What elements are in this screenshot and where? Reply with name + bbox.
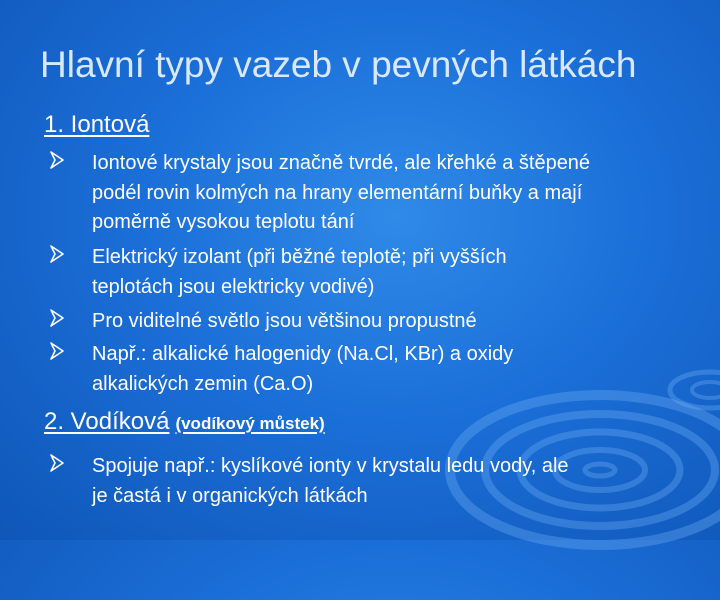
list-item-line: podél rovin kolmých na hrany elementární buňky a mají — [92, 181, 583, 204]
list-item-line: Např.: alkalické halogenidy (Na.Cl, KBr) a oxidy — [92, 343, 514, 365]
arrowhead-bullet-icon — [49, 452, 65, 474]
arrowhead-bullet-icon — [49, 149, 65, 171]
list-item-line: Pro viditelné světlo jsou většinou propustné — [92, 310, 477, 332]
list-item-line: Iontové krystaly jsou značně tvrdé, ale křehké a štěpené — [92, 152, 591, 174]
slide-title: Hlavní typy vazeb v pevných látkách — [40, 44, 637, 85]
section-heading-ionic: 1. Iontová — [44, 111, 150, 138]
list-item-line: teplotách jsou elektricky vodivé) — [92, 275, 375, 298]
list-item-line: poměrně vysokou teplotu tání — [92, 211, 355, 233]
list-item-line: Elektrický izolant (při běžné teplotě; při vyšších — [92, 246, 507, 268]
list-item-line: alkalických zemin (Ca.O) — [92, 372, 314, 395]
section-heading-hydrogen — [44, 408, 325, 436]
section-heading-main: 2. Vodíková — [44, 408, 170, 435]
arrowhead-bullet-icon — [49, 243, 65, 265]
list-item-line: je častá i v organických látkách — [92, 484, 368, 507]
section-heading-sub: (vodíkový můstek) — [175, 414, 325, 433]
list-item-line: Spojuje např.: kyslíkové ionty v krystalu ledu vody, ale — [92, 455, 569, 477]
arrowhead-bullet-icon — [49, 340, 65, 362]
arrowhead-bullet-icon — [49, 307, 65, 329]
